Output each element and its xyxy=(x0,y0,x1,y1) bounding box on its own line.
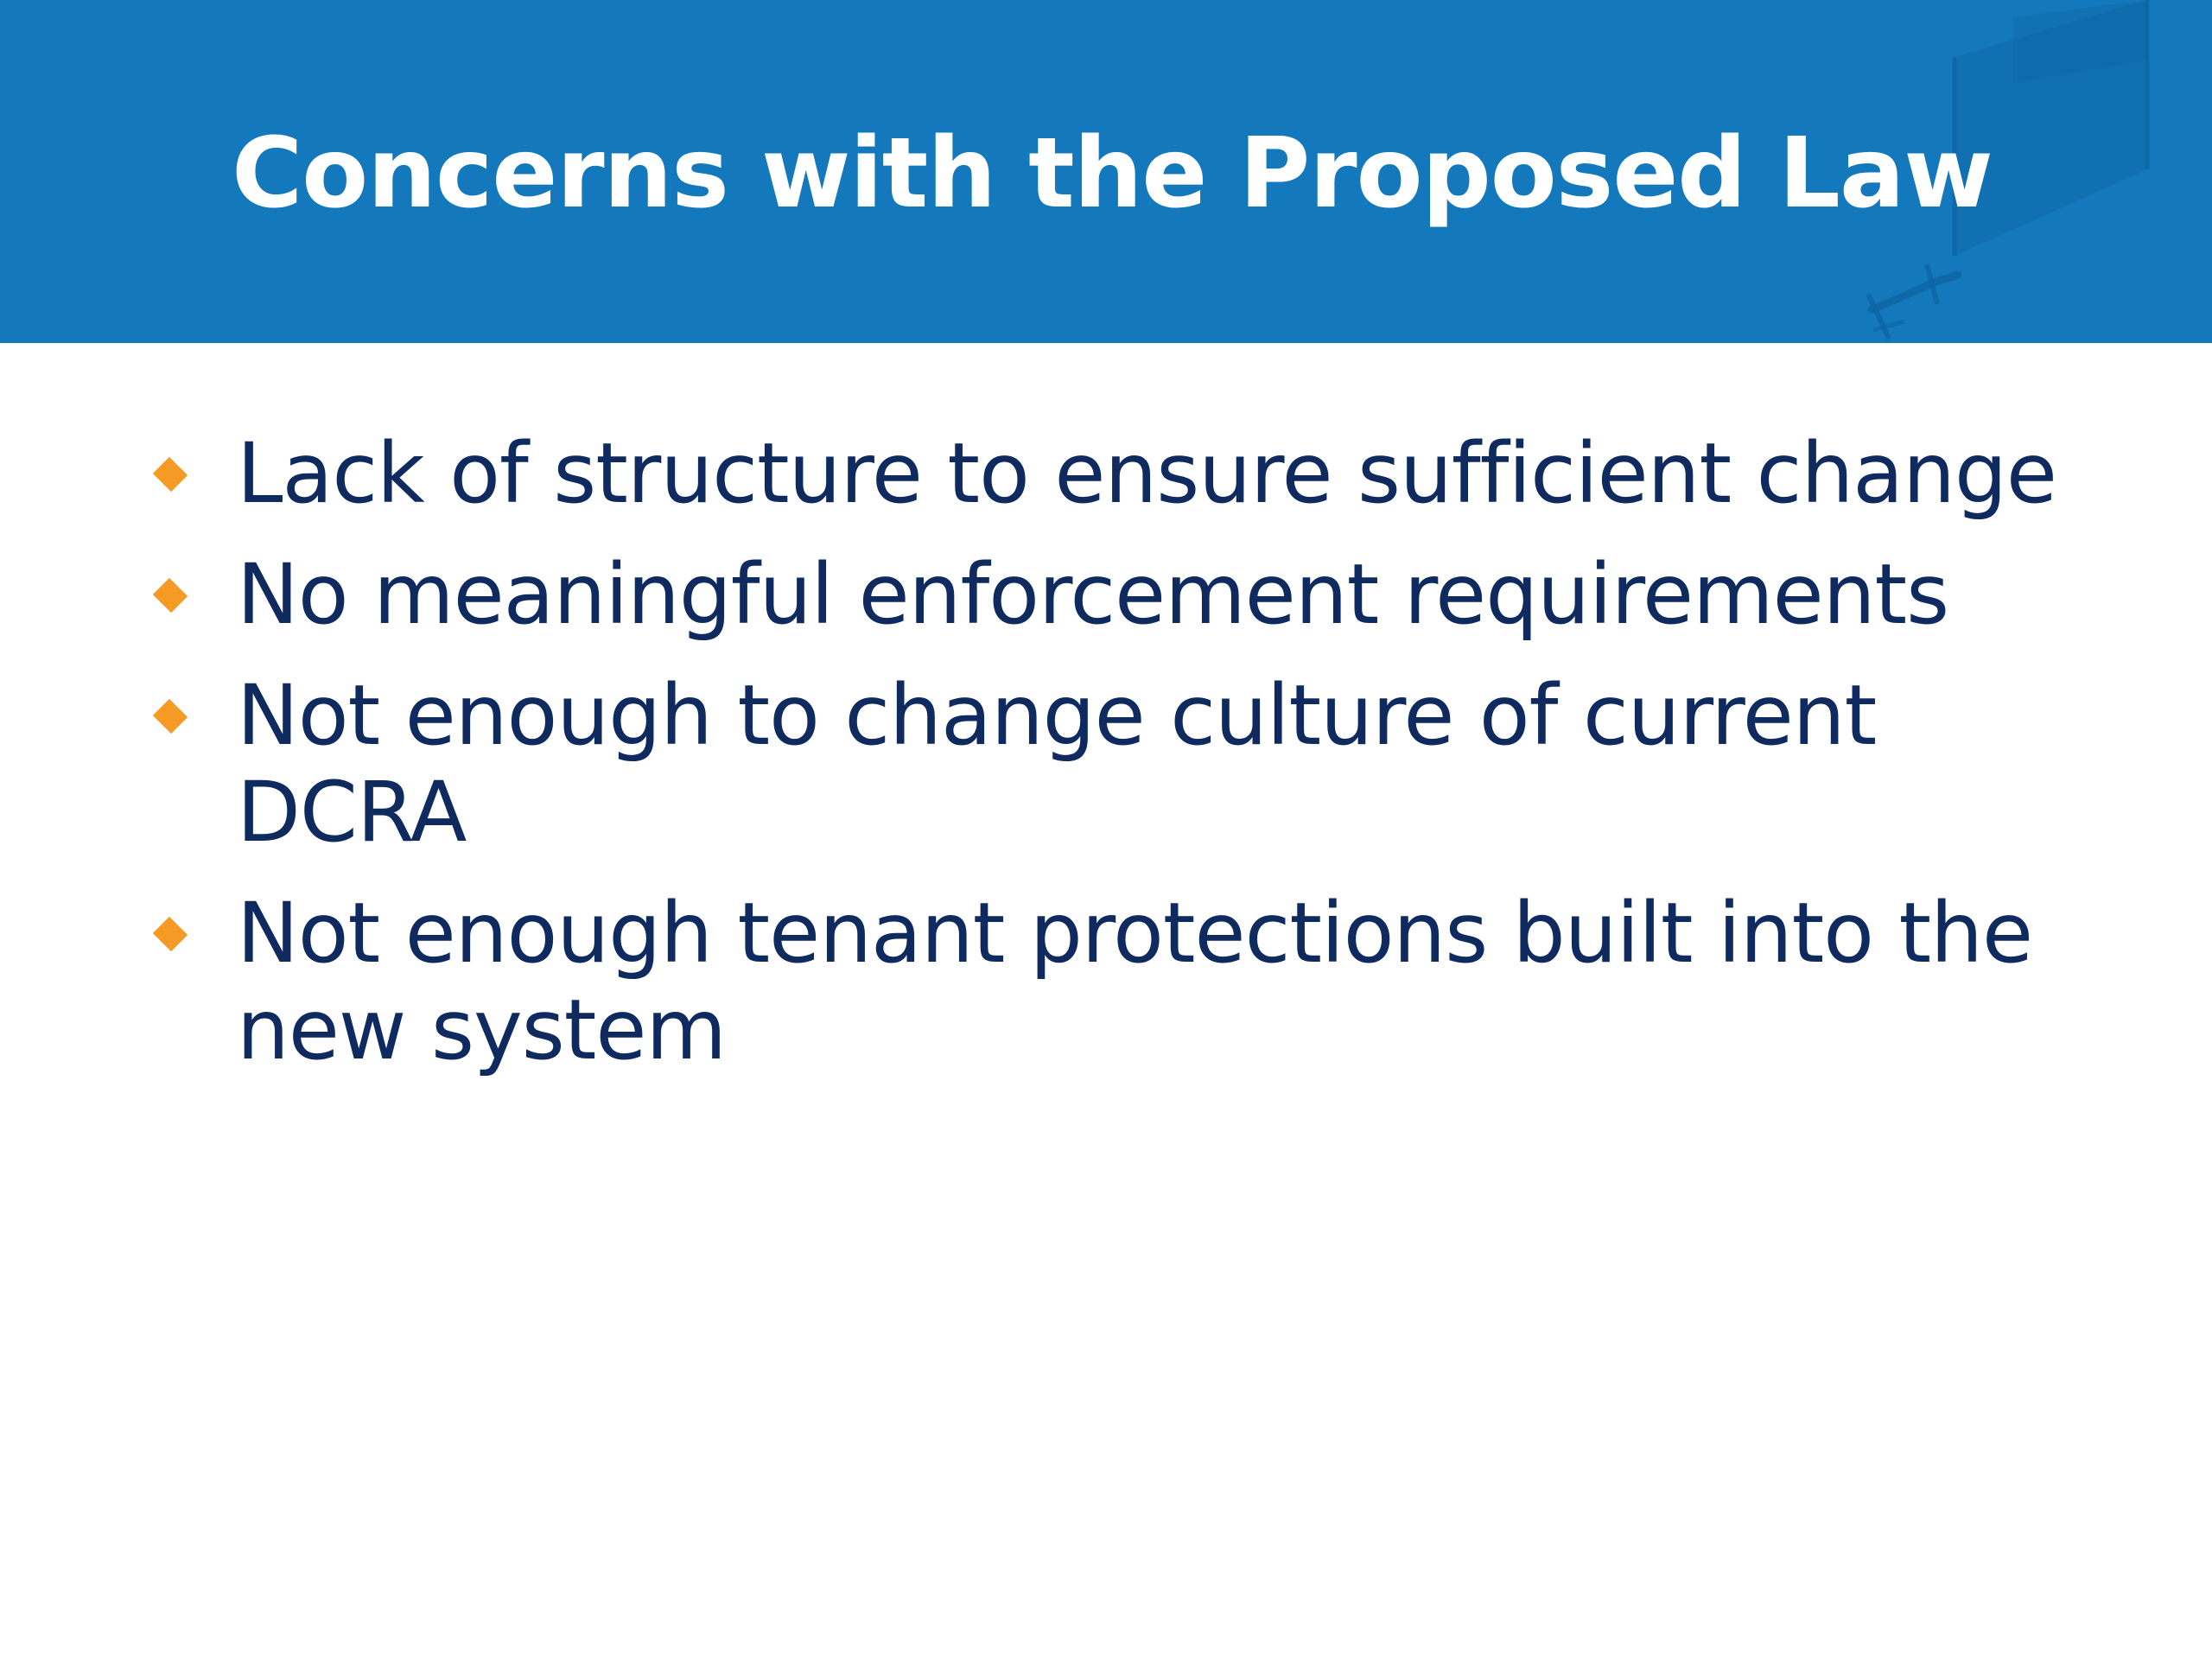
slide-title-text: Concerns with the Proposed Law xyxy=(232,117,1993,230)
list-item xyxy=(147,425,2117,522)
bullet-text: Lack of structure to ensure sufficient change xyxy=(237,425,2056,522)
slide-title xyxy=(0,0,2212,343)
bullet-text: Not enough tenant protections built into the new system xyxy=(237,885,2033,1078)
diamond-bullet-icon xyxy=(153,578,188,613)
list-item xyxy=(147,546,2117,643)
bullet-text: No meaningful enforcement requirements xyxy=(237,546,1949,643)
diamond-bullet-icon xyxy=(153,917,188,951)
list-item xyxy=(147,885,2117,1078)
title-band xyxy=(0,0,2212,343)
diamond-bullet-icon xyxy=(153,699,188,734)
bullet-text: Not enough to change culture of current DCRA xyxy=(237,667,1877,861)
bullet-list xyxy=(147,425,2117,1103)
diamond-bullet-icon xyxy=(153,457,188,492)
list-item xyxy=(147,667,2117,861)
